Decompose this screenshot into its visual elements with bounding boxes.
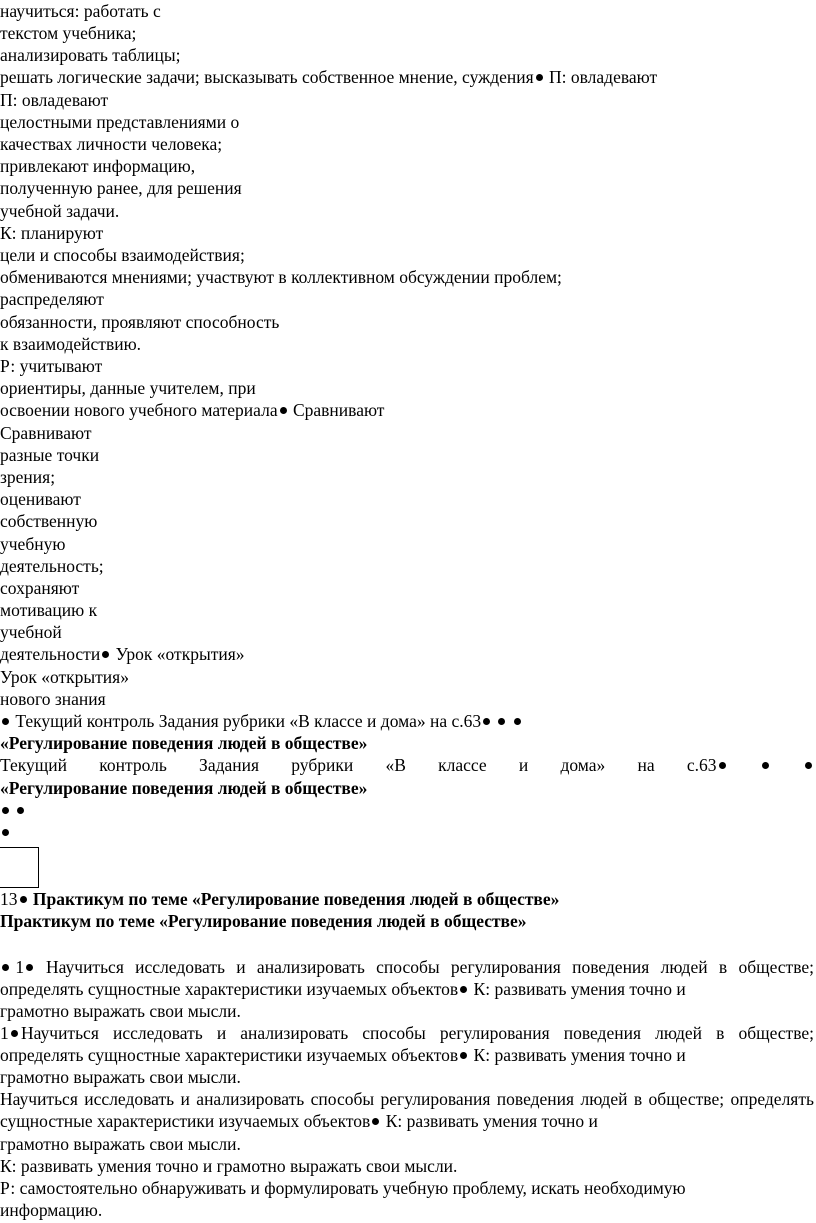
bullet-dot-icon [460, 986, 467, 993]
text-line: полученную ранее, для решения [0, 178, 242, 198]
text-line: Р: самостоятельно обнаруживать и формулировать учебную проблему, искать необходимую [0, 1178, 686, 1198]
text-line: нового знания [0, 689, 106, 709]
text-line: собственную [0, 511, 98, 531]
text-line: целостными представлениями о [0, 112, 240, 132]
bullet-dot-icon [280, 407, 287, 414]
text-line [0, 888, 559, 910]
bullet-dot-icon [805, 762, 812, 769]
text-line: учебной задачи. [0, 201, 120, 221]
text-line: научиться: работать с [0, 1, 161, 21]
bullet-dot-icon [514, 718, 521, 725]
text-line: привлекают информацию, [0, 156, 196, 176]
bullet-dot-icon [719, 762, 726, 769]
text-span: Текущий контроль Задания рубрики «В классе и дома» на с.63 [0, 755, 717, 775]
text-line: К: планируют [0, 223, 104, 243]
text-span: 1 [0, 1023, 9, 1043]
text-line: грамотно выражать свои мысли. [0, 1134, 241, 1154]
text-span: Текущий контроль Задания рубрики «В классе и дома» на с.63 [11, 711, 482, 731]
bullet-dot-icon [372, 1118, 379, 1125]
text-line: к взаимодействию. [0, 334, 142, 354]
lesson-number: 13 [0, 889, 18, 909]
text-line: учебной [0, 622, 62, 642]
text-line: грамотно выражать свои мысли. [0, 1001, 241, 1021]
text-line: обмениваются мнениями; участвуют в коллективном обсуждении проблем; [0, 267, 562, 287]
text-line: ориентиры, данные учителем, при [0, 378, 256, 398]
text-line [0, 643, 245, 665]
text-span: деятельности [0, 644, 101, 664]
text-span: Научиться исследовать и анализировать способы регулирования поведения людей в обществе; определять сущностные характеристики изучаемых объектов [0, 1089, 814, 1131]
text-line: обязанности, проявляют способность [0, 312, 280, 332]
text-line: грамотно выражать свои мысли. [0, 1067, 241, 1087]
bullet-dot-icon [483, 718, 490, 725]
bold-heading: «Регулирование поведения людей в обществе» [0, 733, 368, 753]
text-line: текстом учебника; [0, 23, 137, 43]
text-line: К: развивать умения точно и грамотно выражать свои мысли. [0, 1156, 458, 1176]
bullet-dot-icon [2, 718, 9, 725]
text-line: информацию. [0, 1200, 103, 1220]
bullet-dot-icon [17, 807, 24, 814]
text-line: П: овладевают [0, 90, 109, 110]
text-span: П: овладевают [544, 67, 658, 87]
bullet-dot-icon [2, 807, 9, 814]
text-line: распределяют [0, 289, 104, 309]
text-line: разные точки [0, 445, 100, 465]
bullet-dot-icon [762, 762, 769, 769]
text-line [0, 399, 384, 421]
justified-paragraph [0, 1088, 814, 1132]
bullet-dot-icon [536, 74, 543, 81]
text-line: анализировать таблицы; [0, 45, 181, 65]
text-line: зрения; [0, 467, 56, 487]
text-line: качествах личности человека; [0, 134, 223, 154]
text-line: мотивацию к [0, 600, 98, 620]
text-line [0, 66, 657, 88]
bullet-dot-icon [20, 896, 27, 903]
text-span: Урок «открытия» [111, 644, 245, 664]
bullet-dot-icon [2, 829, 9, 836]
text-line: учебную [0, 534, 66, 554]
text-span: Научиться исследовать и анализировать способы регулирования поведения людей в обществе; определять сущностные характеристики изучаемых объектов [0, 957, 814, 999]
text-line: цели и способы взаимодействия; [0, 245, 245, 265]
bold-heading: Практикум по теме «Регулирование поведения людей в обществе» [0, 911, 527, 931]
text-line [0, 710, 523, 732]
bullet-dot-icon [498, 718, 505, 725]
bullet-dot-icon [102, 651, 109, 658]
text-line: Сравнивают [0, 423, 92, 443]
text-line: сохраняют [0, 578, 80, 598]
bullet-dot-icon [460, 1052, 467, 1059]
justified-paragraph [0, 1022, 814, 1066]
text-line: Р: учитывают [0, 356, 103, 376]
text-span: Сравнивают [288, 400, 385, 420]
text-span: Научиться исследовать и анализировать способы регулирования поведения людей в обществе; определять сущностные характеристики изучаемых объектов [0, 1023, 814, 1065]
text-line: Урок «открытия» [0, 667, 129, 687]
text-line: оценивают [0, 489, 81, 509]
text-span: решать логические задачи; высказывать собственное мнение, суждения [0, 67, 534, 87]
text-span: освоении нового учебного материала [0, 400, 278, 420]
text-span: К: развивать умения точно и [469, 979, 686, 999]
bold-heading: «Регулирование поведения людей в обществе» [0, 778, 368, 798]
bullet-row [0, 799, 26, 821]
text-span: К: развивать умения точно и [469, 1045, 686, 1065]
justified-paragraph [0, 956, 814, 1000]
empty-table-cell [0, 847, 39, 888]
text-line: деятельность; [0, 556, 104, 576]
text-span: 1 [11, 957, 25, 977]
justified-line [0, 754, 814, 776]
text-span: К: развивать умения точно и [381, 1111, 598, 1131]
text-span: Практикум по теме «Регулирование поведения людей в обществе» [28, 889, 560, 909]
bullet-row [0, 821, 11, 843]
